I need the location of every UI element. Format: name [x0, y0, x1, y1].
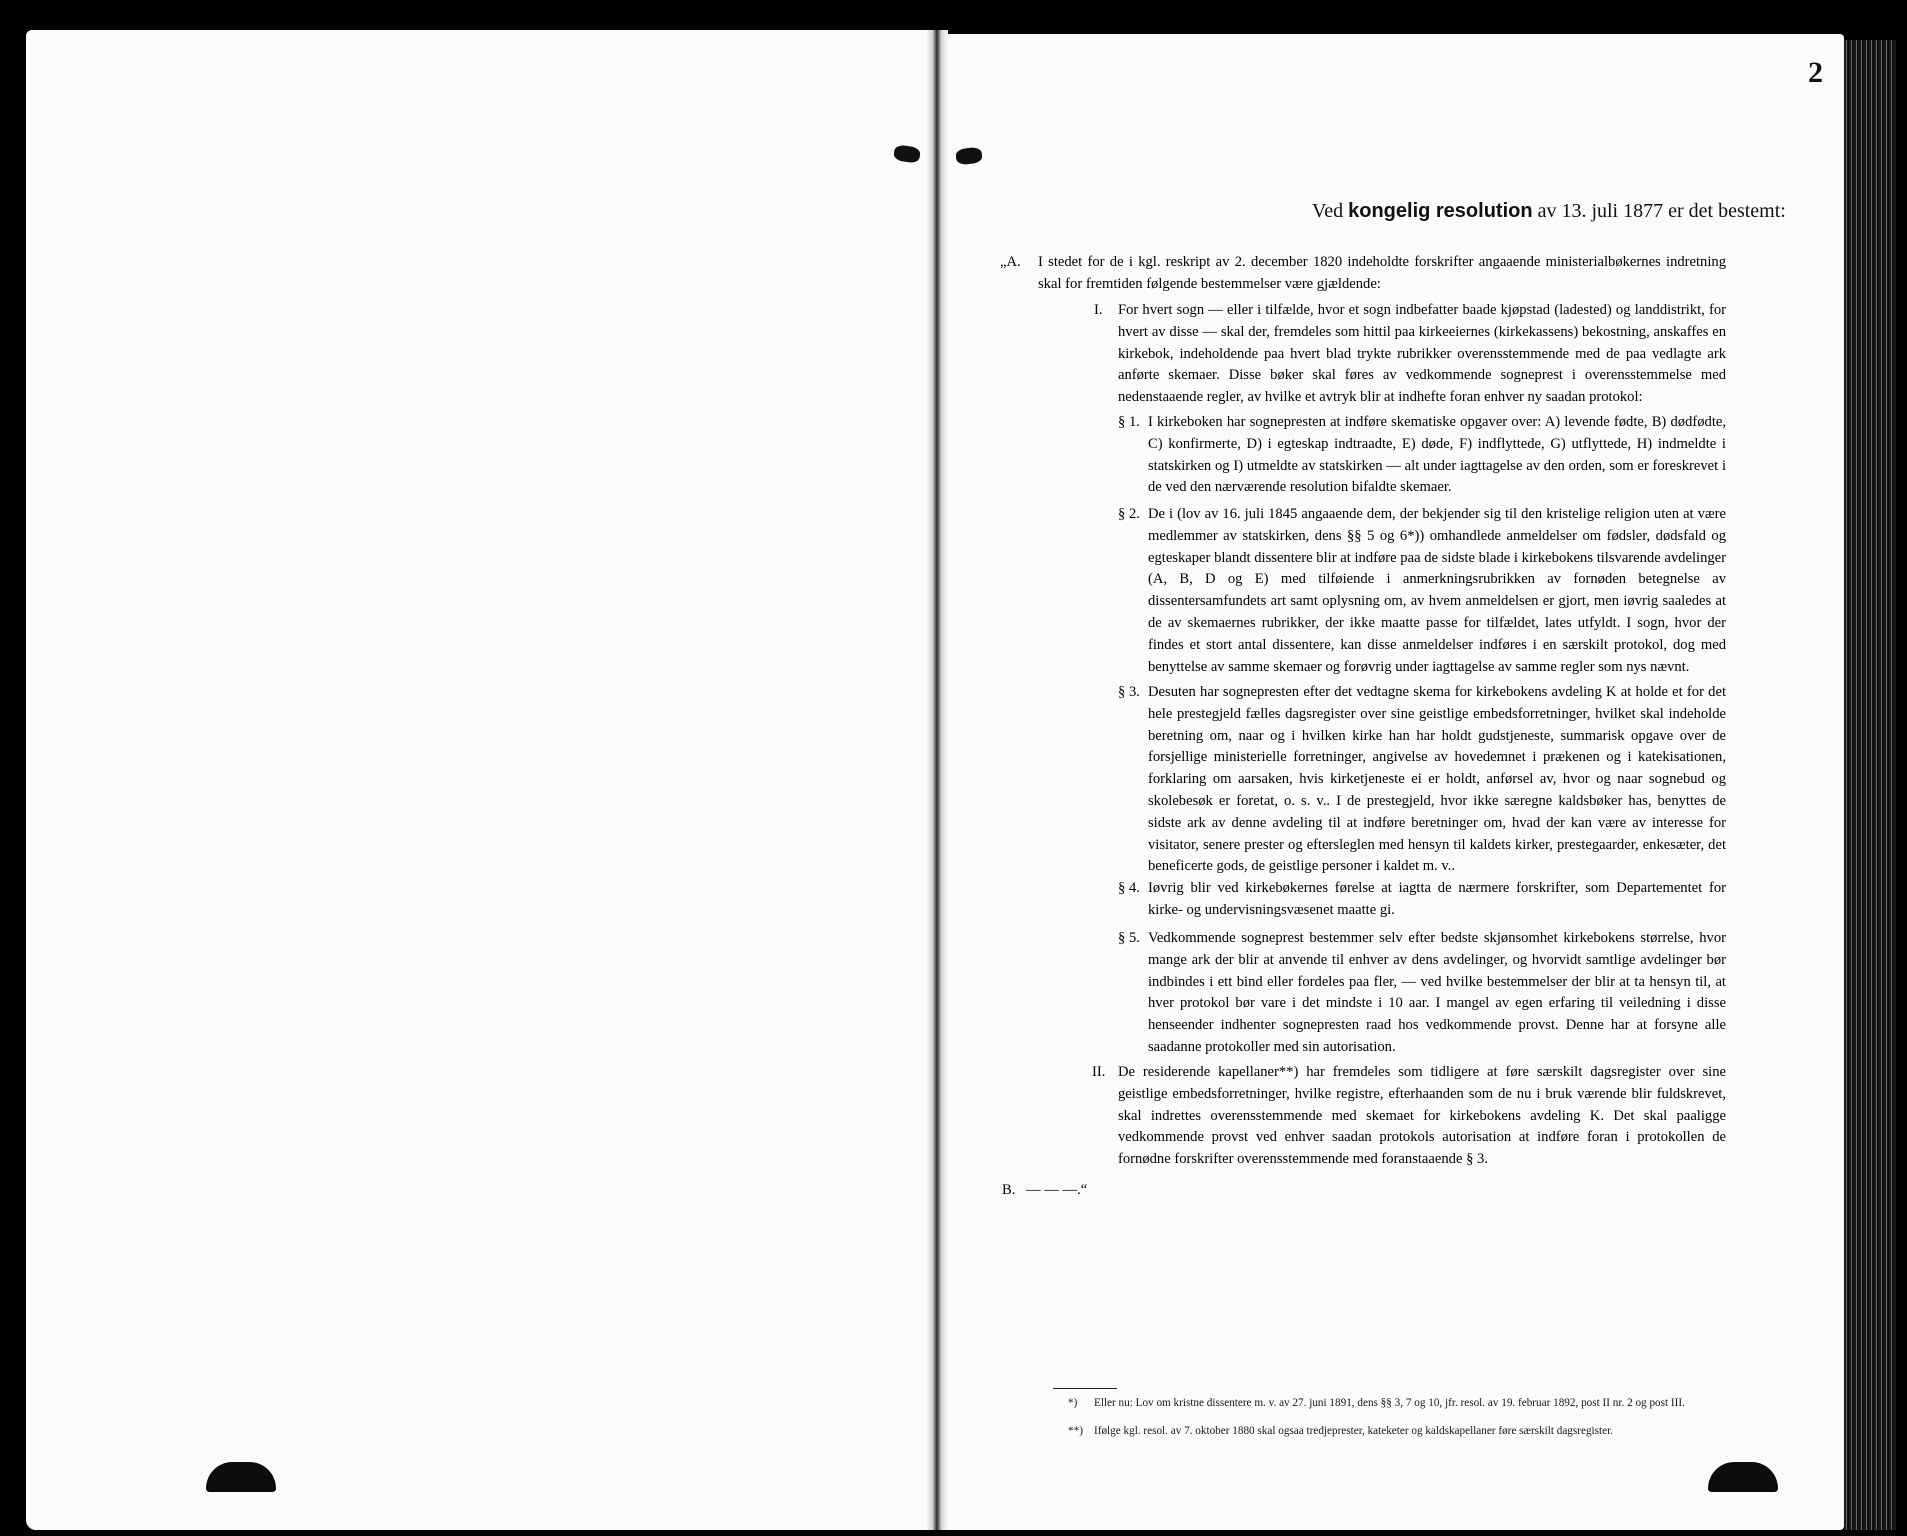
- paragraph-3-label: § 3.: [1118, 684, 1140, 700]
- paragraph-2-text: De i (lov av 16. juli 1845 angaaende dem, der bekjender sig til den kristelige religion uten at være medlemmer av statskirken, dens §§ 5 og 6*)) omhandlede anmeldelser om fødsler, dødsfald og egteskaper blandt dissentere blir at indføre paa de sidste blade i kirkebokens tilsvarende avdelinger (A, B, D og E) med tilføiende i anmerkningsrubrikken av fornøden betegnelse av dissentersamfundets art samt oplysning om, av hvem anmeldelsen er gjort, men iøvrig saaledes at de av skemaernes rubrikker, der ikke maatte passe for tilfældet, lates utfyldt. I sogn, hvor der findes et stort antal dissentere, kan disse anmeldelser indføres i en særskilt protokol, dog med benyttelse av samme skemaer og forøvrig under iagttagelse av samme regler som nys nævnt.: [1148, 506, 1726, 675]
- section-i-text: For hvert sogn — eller i tilfælde, hvor et sogn indbefatter baade kjøpstad (ladested) og landdistrikt, for hvert av disse — skal der, fremdeles som hittil paa kirkeeiernes (kirkekassens) bekostning, anskaffes en kirkebok, indeholdende paa hvert blad trykte rubrikker overensstemmende med de paa vedlagte ark anførte skemaer. Disse bøker skal føres av vedkommende sogneprest i overensstemmelse med nedenstaaende regler, av hvilke et avtryk blir at indhefte foran enhver ny saadan protokol:: [1118, 302, 1726, 406]
- section-b-label: B.: [1002, 1182, 1016, 1198]
- section-i-label: I.: [1094, 302, 1103, 318]
- paragraph-4-text: Iøvrig blir ved kirkebøkernes førelse at iagtta de nærmere forskrifter, som Departementet for kirke- og undervisningsvæsenet maatte gi.: [1148, 880, 1726, 918]
- page-number: 2: [1808, 56, 1823, 89]
- heading-bold: kongelig resolution: [1348, 200, 1533, 222]
- paragraph-3-text: Desuten har sognepresten efter det vedtagne skema for kirkebokens avdeling K at holde et for det hele prestegjeld fælles dagsregister over sine geistlige embedsforretninger, hvilket skal indeholde beretning om, naar og i hvilken kirke han har holdt gudstjeneste, summarisk opgave over de forsjellige ministerielle forretninger, angivelse av hovedemnet i prækenen og i katekisationen, forklaring om aarsaken, hvis kirketjeneste ei er holdt, anførsel av, hvor og naar sognebud og skolebesøk er foretat, o. s. v.. I de prestegjeld, hvor ikke særegne kaldsbøker has, benyttes de sidste ark av denne avdeling til at indføre beretninger om, hvad der kan være av interesse for visitator, senere prester og eftersleglen med hensyn til kaldets kirker, prestegaarder, enkesæter, det beneficerte gods, de geistlige personer i kaldet m. v..: [1148, 684, 1726, 875]
- footnote-1-mark: *): [1068, 1397, 1078, 1409]
- footnote-2-mark: **): [1068, 1425, 1083, 1437]
- footnote-rule: [1053, 1388, 1117, 1389]
- page-heading: [1312, 200, 1786, 223]
- paragraph-4-label: § 4.: [1118, 880, 1140, 896]
- left-page-blank: [26, 30, 934, 1530]
- paragraph-5-label: § 5.: [1118, 930, 1140, 946]
- section-ii-text: De residerende kapellaner**) har fremdeles som tidligere at føre særskilt dagsregister over sine geistlige embedsforretninger, hvilke registre, efterhaanden som de nu i bruk værende blir fuldskrevet, skal indrettes overensstemmende med skemaet for kirkebokens avdeling K. Det skal paaligge vedkommende provst ved enhver saadan protokols autorisation at indføre foran i protokollen de fornødne forskrifter overensstemmende med foranstaaende § 3.: [1118, 1064, 1726, 1168]
- heading-post: av 13. juli 1877 er det bestemt:: [1537, 200, 1786, 222]
- paragraph-1-text: I kirkeboken har sognepresten at indføre skematiske opgaver over: A) levende fødte, B) dødfødte, C) konfirmerte, D) i egteskap indtraadte, E) døde, F) indflyttede, G) utflyttede, H) indmeldte i statskirken og I) utmeldte av statskirken — alt under iagttagelse av den orden, som er foreskrevet i de ved den nærværende resolution bifaldte skemaer.: [1148, 414, 1726, 496]
- section-a-text: I stedet for de i kgl. reskript av 2. december 1820 indeholdte forskrifter angaaende ministerialbøkernes indretning skal for fremtiden følgende bestemmelser være gjældende:: [1038, 254, 1726, 292]
- book-gutter: [926, 30, 948, 1530]
- page-edge-stack: [1844, 40, 1896, 1530]
- page-clip-right: [1708, 1462, 1778, 1492]
- section-a-label: „A.: [1000, 254, 1021, 270]
- footnote-1-text: Eller nu: Lov om kristne dissentere m. v. av 27. juni 1891, dens §§ 3, 7 og 10, jfr. resol. av 19. februar 1892, post II nr. 2 og post III.: [1094, 1397, 1685, 1409]
- paragraph-5-text: Vedkommende sogneprest bestemmer selv efter bedste skjønsomhet kirkebokens størrelse, hvor mange ark der blir at anvende til enhver av dens avdelinger, og hvorvidt samtlige avdelinger bør indbindes i ett bind eller fordeles paa fler, — ved hvilke bestemmelser der blir at ta hensyn til, at hver protokol bør vare i det mindste i 10 aar. I mangel av egen erfaring til veiledning i disse henseender indhenter sognepresten raad hos vedkommende provst. Denne har at forsyne alle saadanne protokoller med sin autorisation.: [1148, 930, 1726, 1055]
- heading-pre: Ved: [1312, 200, 1344, 222]
- paragraph-1-label: § 1.: [1118, 414, 1140, 430]
- paragraph-2-label: § 2.: [1118, 506, 1140, 522]
- section-b-text: — — —.“: [1026, 1182, 1088, 1198]
- footnote-2-text: Ifølge kgl. resol. av 7. oktober 1880 skal ogsaa tredjeprester, kateketer og kaldskapellaner føre særskilt dagsregister.: [1094, 1425, 1613, 1437]
- page-clip-left: [206, 1462, 276, 1492]
- section-ii-label: II.: [1092, 1064, 1106, 1080]
